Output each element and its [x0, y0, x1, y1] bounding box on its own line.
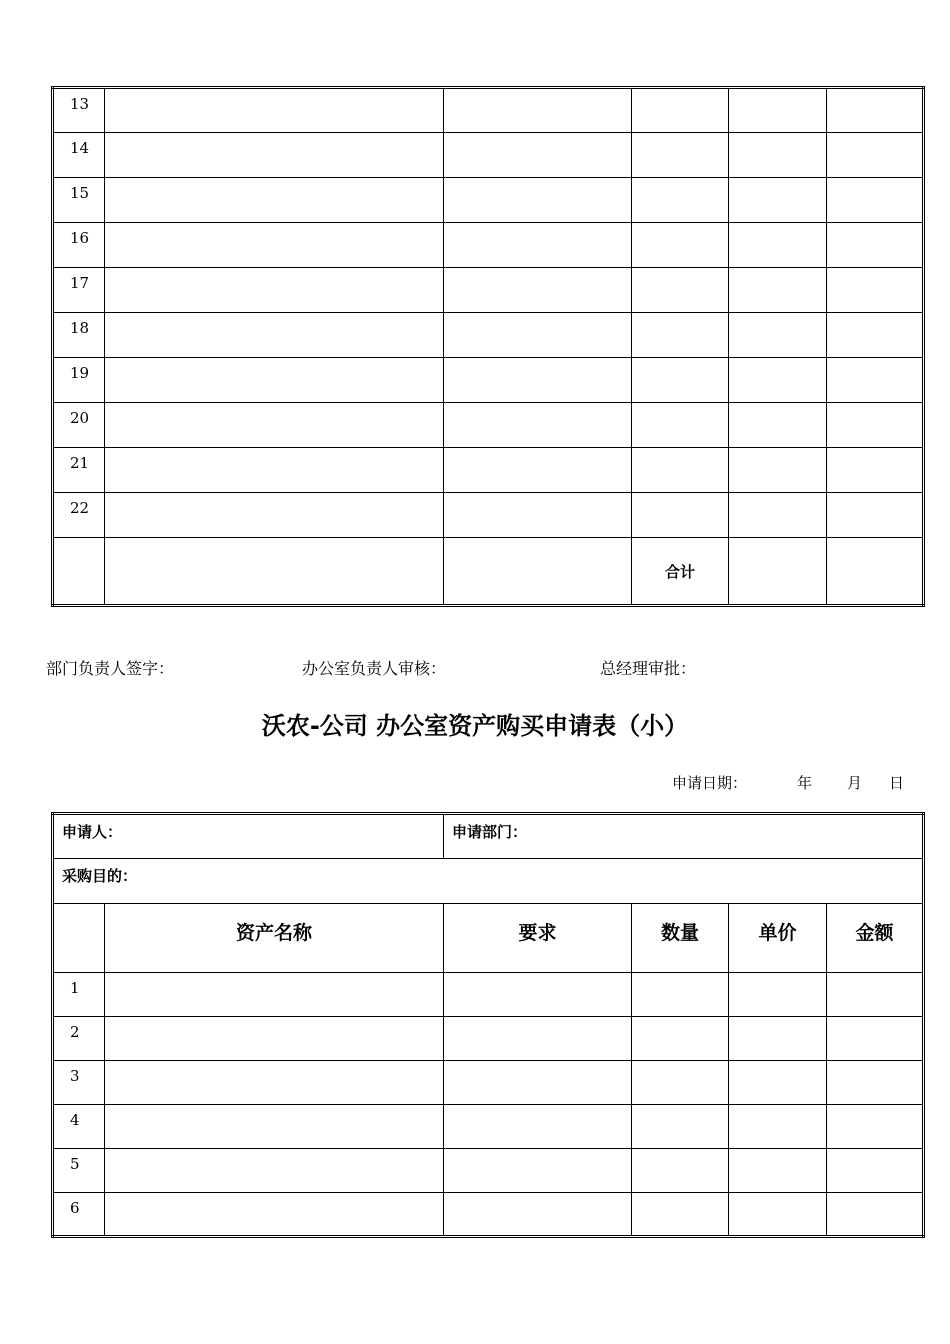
purpose-field[interactable]	[53, 859, 924, 904]
asset-name-cell[interactable]	[105, 448, 444, 493]
requirement-cell[interactable]	[444, 403, 632, 448]
quantity-cell[interactable]	[632, 1193, 729, 1237]
quantity-cell[interactable]	[632, 88, 729, 133]
row-number: 6	[53, 1193, 105, 1237]
row-number: 3	[53, 1061, 105, 1105]
quantity-cell[interactable]	[632, 403, 729, 448]
requirement-cell[interactable]	[444, 1061, 632, 1105]
requirement-cell[interactable]	[444, 1149, 632, 1193]
asset-name-cell[interactable]	[105, 493, 444, 538]
quantity-cell[interactable]	[632, 268, 729, 313]
row-number: 1	[53, 973, 105, 1017]
amount-cell[interactable]	[827, 448, 924, 493]
dept-head-signature-label: 部门负责人签字：	[46, 659, 175, 678]
amount-cell[interactable]	[827, 313, 924, 358]
row-number: 4	[53, 1105, 105, 1149]
quantity-cell[interactable]	[632, 1105, 729, 1149]
form-title: 沃农-公司 办公室资产购买申请表（小）	[261, 712, 689, 740]
amount-cell[interactable]	[827, 1061, 924, 1105]
row-number: 14	[53, 133, 105, 178]
table-row	[53, 178, 924, 223]
row-number: 13	[53, 88, 105, 133]
date-day-label: 日	[889, 774, 905, 792]
asset-name-cell[interactable]	[105, 133, 444, 178]
table-row	[53, 88, 924, 133]
amount-cell[interactable]	[827, 403, 924, 448]
row-number: 15	[53, 178, 105, 223]
purpose-label: 采购目的：	[62, 867, 138, 885]
total-row	[53, 538, 924, 606]
quantity-cell[interactable]	[632, 1149, 729, 1193]
quantity-cell[interactable]	[632, 178, 729, 223]
row-number: 20	[53, 403, 105, 448]
quantity-cell[interactable]	[632, 448, 729, 493]
table-row	[53, 1017, 924, 1061]
asset-name-cell[interactable]	[105, 403, 444, 448]
unit-price-cell[interactable]	[729, 973, 827, 1017]
table-row	[53, 493, 924, 538]
amount-cell[interactable]	[827, 358, 924, 403]
form-table	[51, 812, 925, 1238]
row-number: 18	[53, 313, 105, 358]
requirement-cell[interactable]	[444, 313, 632, 358]
header-blank	[53, 904, 105, 973]
amount-cell[interactable]	[827, 1149, 924, 1193]
amount-cell[interactable]	[827, 268, 924, 313]
requirement-cell[interactable]	[444, 493, 632, 538]
asset-name-cell[interactable]	[105, 358, 444, 403]
amount-cell[interactable]	[827, 1017, 924, 1061]
total-blank-cell	[444, 538, 632, 606]
table-row	[53, 1149, 924, 1193]
row-number: 2	[53, 1017, 105, 1061]
total-blank-cell	[53, 538, 105, 606]
row-number: 21	[53, 448, 105, 493]
asset-name-cell[interactable]	[105, 1017, 444, 1061]
requirement-cell[interactable]	[444, 178, 632, 223]
requirement-cell[interactable]	[444, 1017, 632, 1061]
header-asset-name: 资产名称	[105, 904, 444, 973]
quantity-cell[interactable]	[632, 223, 729, 268]
requirement-cell[interactable]	[444, 358, 632, 403]
date-year-label: 年	[797, 774, 813, 792]
amount-cell[interactable]	[827, 223, 924, 268]
total-unit-price-cell[interactable]	[729, 538, 827, 606]
table-row	[53, 448, 924, 493]
unit-price-cell[interactable]	[729, 1061, 827, 1105]
quantity-cell[interactable]	[632, 493, 729, 538]
asset-name-cell[interactable]	[105, 1193, 444, 1237]
date-label: 申请日期：	[672, 774, 748, 792]
header-quantity: 数量	[632, 904, 729, 973]
quantity-cell[interactable]	[632, 313, 729, 358]
unit-price-cell[interactable]	[729, 88, 827, 133]
unit-price-cell[interactable]	[729, 268, 827, 313]
asset-name-cell[interactable]	[105, 973, 444, 1017]
header-amount: 金额	[827, 904, 924, 973]
unit-price-cell[interactable]	[729, 178, 827, 223]
applicant-field[interactable]	[53, 814, 444, 859]
top-table	[51, 86, 925, 607]
asset-name-cell[interactable]	[105, 268, 444, 313]
row-number: 17	[53, 268, 105, 313]
requirement-cell[interactable]	[444, 133, 632, 178]
table-row	[53, 403, 924, 448]
quantity-cell[interactable]	[632, 133, 729, 178]
total-label: 合计	[632, 538, 729, 606]
unit-price-cell[interactable]	[729, 1149, 827, 1193]
header-requirement: 要求	[444, 904, 632, 973]
row-number: 19	[53, 358, 105, 403]
amount-cell[interactable]	[827, 88, 924, 133]
unit-price-cell[interactable]	[729, 1017, 827, 1061]
applicant-label: 申请人：	[62, 823, 123, 841]
requirement-cell[interactable]	[444, 448, 632, 493]
table-row	[53, 268, 924, 313]
date-month-label: 月	[847, 774, 863, 792]
asset-name-cell[interactable]	[105, 1061, 444, 1105]
table-row	[53, 1193, 924, 1237]
header-unit-price: 单价	[729, 904, 827, 973]
quantity-cell[interactable]	[632, 1017, 729, 1061]
amount-cell[interactable]	[827, 178, 924, 223]
table-row	[53, 1105, 924, 1149]
unit-price-cell[interactable]	[729, 313, 827, 358]
unit-price-cell[interactable]	[729, 448, 827, 493]
requirement-cell[interactable]	[444, 973, 632, 1017]
requirement-cell[interactable]	[444, 223, 632, 268]
department-field[interactable]	[444, 814, 924, 859]
unit-price-cell[interactable]	[729, 223, 827, 268]
asset-name-cell[interactable]	[105, 1105, 444, 1149]
table-row	[53, 223, 924, 268]
amount-cell[interactable]	[827, 973, 924, 1017]
asset-name-cell[interactable]	[105, 313, 444, 358]
amount-cell[interactable]	[827, 133, 924, 178]
office-head-review-label: 办公室负责人审核：	[302, 659, 447, 678]
unit-price-cell[interactable]	[729, 1193, 827, 1237]
requirement-cell[interactable]	[444, 1105, 632, 1149]
quantity-cell[interactable]	[632, 1061, 729, 1105]
amount-cell[interactable]	[827, 493, 924, 538]
asset-name-cell[interactable]	[105, 1149, 444, 1193]
requirement-cell[interactable]	[444, 268, 632, 313]
requirement-cell[interactable]	[444, 88, 632, 133]
asset-name-cell[interactable]	[105, 178, 444, 223]
total-blank-cell	[105, 538, 444, 606]
unit-price-cell[interactable]	[729, 493, 827, 538]
table-row	[53, 358, 924, 403]
unit-price-cell[interactable]	[729, 403, 827, 448]
unit-price-cell[interactable]	[729, 1105, 827, 1149]
table-row	[53, 1061, 924, 1105]
row-number: 16	[53, 223, 105, 268]
asset-name-cell[interactable]	[105, 223, 444, 268]
quantity-cell[interactable]	[632, 358, 729, 403]
table-row	[53, 973, 924, 1017]
total-amount-cell[interactable]	[827, 538, 924, 606]
table-row	[53, 313, 924, 358]
row-number: 22	[53, 493, 105, 538]
unit-price-cell[interactable]	[729, 358, 827, 403]
asset-name-cell[interactable]	[105, 88, 444, 133]
gm-approval-label: 总经理审批：	[600, 659, 697, 678]
requirement-cell[interactable]	[444, 1193, 632, 1237]
table-row	[53, 133, 924, 178]
quantity-cell[interactable]	[632, 973, 729, 1017]
amount-cell[interactable]	[827, 1105, 924, 1149]
row-number: 5	[53, 1149, 105, 1193]
unit-price-cell[interactable]	[729, 133, 827, 178]
amount-cell[interactable]	[827, 1193, 924, 1237]
department-label: 申请部门：	[452, 823, 528, 841]
